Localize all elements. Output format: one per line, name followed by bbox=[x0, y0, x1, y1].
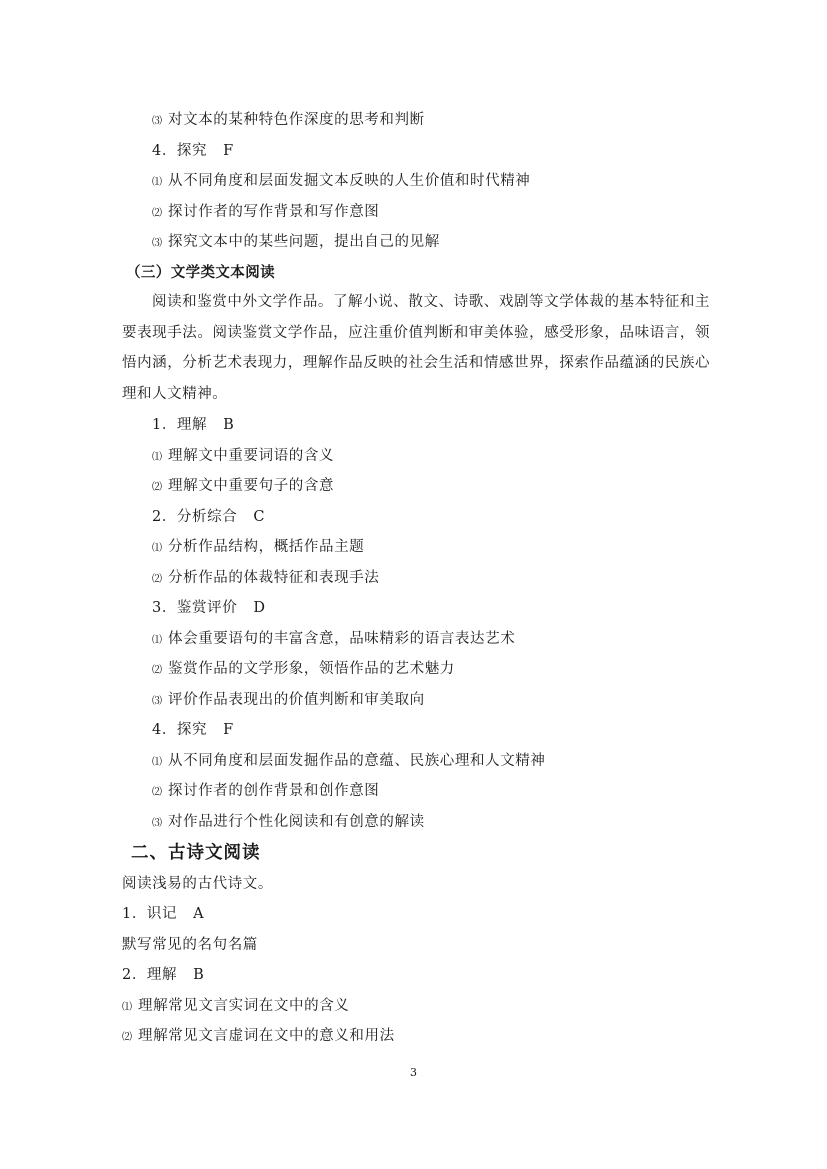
item-marker: ⑶ bbox=[152, 238, 162, 249]
grade-letter: A bbox=[193, 906, 205, 922]
item-marker: ⑵ bbox=[122, 1032, 132, 1043]
section-intro-paragraph: 阅读和鉴赏中外文学作品。了解小说、散文、诗歌、戏剧等文学体裁的基本特征和主要表现手法。阅读鉴赏文学作品，应注重价值判断和审美体验，感受形象，品味语言，领悟内涵，分析艺术表现力，理解作品反映的社会生活和情感世界，探索作品蕴涵的民族心理和人文精神。 bbox=[122, 294, 710, 402]
part-intro: 阅读浅易的古代诗文。 bbox=[122, 876, 273, 892]
item-text: 从不同角度和层面发掘文本反映的人生价值和时代精神 bbox=[168, 173, 531, 189]
item-marker: ⑵ bbox=[152, 665, 162, 676]
list-item: 默写常见的名句名篇 bbox=[122, 937, 258, 953]
item-text: 理解文中重要句子的含意 bbox=[168, 478, 335, 494]
list-item bbox=[122, 1026, 708, 1048]
level-heading-text: 4．探究 bbox=[152, 143, 208, 159]
item-text: 对作品进行个性化阅读和有创意的解读 bbox=[168, 814, 425, 830]
item-text: 分析作品结构，概括作品主题 bbox=[168, 539, 365, 555]
list-item bbox=[122, 996, 708, 1018]
item-marker: ⑵ bbox=[152, 482, 162, 493]
item-text: 从不同角度和层面发掘作品的意蕴、民族心理和人文精神 bbox=[168, 753, 546, 769]
item-text: 理解常见文言虚词在文中的意义和用法 bbox=[138, 1028, 395, 1044]
item-marker: ⑵ bbox=[152, 208, 162, 219]
grade-letter: D bbox=[253, 600, 266, 616]
page-number: 3 bbox=[410, 1066, 417, 1079]
item-text: 对文本的某种特色作深度的思考和判断 bbox=[168, 112, 425, 128]
item-marker: ⑴ bbox=[152, 757, 162, 768]
item-text: 体会重要语句的丰富含意，品味精彩的语言表达艺术 bbox=[168, 631, 516, 647]
item-text: 评价作品表现出的价值判断和审美取向 bbox=[168, 692, 425, 708]
list-item bbox=[152, 659, 738, 681]
level-heading bbox=[152, 415, 738, 435]
item-marker: ⑴ bbox=[152, 452, 162, 463]
list-item bbox=[152, 446, 738, 468]
item-marker: ⑶ bbox=[152, 818, 162, 829]
level-heading bbox=[122, 965, 708, 985]
grade-letter: F bbox=[223, 722, 234, 738]
list-item bbox=[152, 568, 738, 590]
grade-letter: B bbox=[223, 417, 235, 433]
item-marker: ⑵ bbox=[152, 787, 162, 798]
level-heading-text: 4．探究 bbox=[152, 722, 208, 738]
grade-letter: C bbox=[253, 509, 266, 525]
list-item bbox=[152, 171, 738, 193]
grade-letter: F bbox=[223, 143, 234, 159]
item-text: 探讨作者的创作背景和创作意图 bbox=[168, 783, 380, 799]
level-heading-text: 2．理解 bbox=[122, 967, 178, 983]
list-item bbox=[152, 781, 738, 803]
section-title: （三）文学类文本阅读 bbox=[126, 265, 275, 281]
item-marker: ⑶ bbox=[152, 116, 162, 127]
list-item bbox=[152, 537, 738, 559]
item-marker: ⑴ bbox=[152, 177, 162, 188]
list-item bbox=[152, 690, 738, 712]
level-heading-text: 1．理解 bbox=[152, 417, 208, 433]
item-text: 理解常见文言实词在文中的含义 bbox=[138, 998, 350, 1014]
part-title: 二、古诗文阅读 bbox=[131, 843, 261, 863]
list-item bbox=[152, 110, 738, 132]
item-marker: ⑴ bbox=[152, 543, 162, 554]
list-item bbox=[152, 202, 738, 224]
item-marker: ⑵ bbox=[152, 574, 162, 585]
level-heading bbox=[152, 507, 738, 527]
item-marker: ⑴ bbox=[122, 1002, 132, 1013]
grade-letter: B bbox=[193, 967, 205, 983]
list-item bbox=[152, 629, 738, 651]
list-item bbox=[152, 476, 738, 498]
item-text: 鉴赏作品的文学形象，领悟作品的艺术魅力 bbox=[168, 661, 455, 677]
level-heading bbox=[122, 904, 708, 924]
list-item bbox=[152, 751, 738, 773]
item-marker: ⑶ bbox=[152, 696, 162, 707]
list-item bbox=[152, 812, 738, 834]
level-heading bbox=[152, 141, 738, 161]
item-text: 理解文中重要词语的含义 bbox=[168, 448, 335, 464]
level-heading bbox=[152, 720, 738, 740]
item-marker: ⑴ bbox=[152, 635, 162, 646]
item-text: 探讨作者的写作背景和写作意图 bbox=[168, 204, 380, 220]
level-heading bbox=[152, 598, 738, 618]
level-heading-text: 3．鉴赏评价 bbox=[152, 600, 238, 616]
item-text: 探究文本中的某些问题，提出自己的见解 bbox=[168, 234, 440, 250]
item-text: 分析作品的体裁特征和表现手法 bbox=[168, 570, 380, 586]
level-heading-text: 1．识记 bbox=[122, 906, 178, 922]
level-heading-text: 2．分析综合 bbox=[152, 509, 238, 525]
list-item bbox=[152, 232, 738, 254]
